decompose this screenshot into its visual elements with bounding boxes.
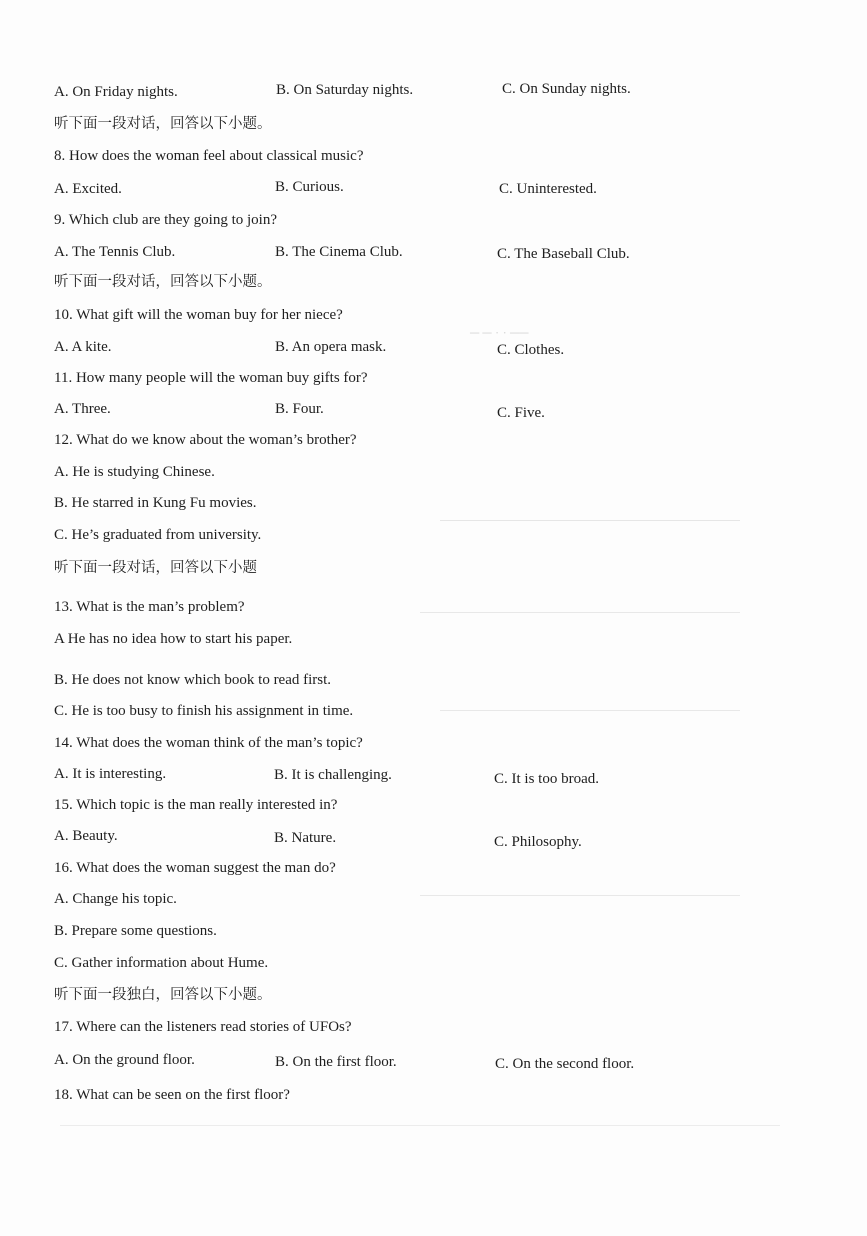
q18-question: 18. What can be seen on the first floor? xyxy=(54,1087,290,1103)
q8-option-a: A. Excited. xyxy=(54,181,122,197)
q16-option-c: C. Gather information about Hume. xyxy=(54,955,269,971)
q8-question: 8. How does the woman feel about classical music? xyxy=(54,148,364,164)
q13-option-a: A He has no idea how to start his paper. xyxy=(54,631,293,647)
q12-option-c: C. He’s graduated from university. xyxy=(54,527,262,543)
section-instruction: 听下面一段对话，回答以下小题。 xyxy=(54,116,272,132)
q10-option-b: B. An opera mask. xyxy=(275,339,387,355)
bleed-through-mark xyxy=(440,520,740,521)
bleed-through-mark xyxy=(420,895,740,896)
q13-option-c: C. He is too busy to finish his assignment in time. xyxy=(54,703,354,719)
q12-option-a: A. He is studying Chinese. xyxy=(54,464,215,480)
q9-question: 9. Which club are they going to join? xyxy=(54,212,278,228)
q15-option-b: B. Nature. xyxy=(274,830,337,846)
q9-option-c: C. The Baseball Club. xyxy=(497,246,630,262)
q7-option-c: C. On Sunday nights. xyxy=(502,81,631,97)
bleed-through-mark xyxy=(440,710,740,711)
section-instruction: 听下面一段独白，回答以下小题。 xyxy=(54,987,272,1003)
q14-question: 14. What does the woman think of the man’s topic? xyxy=(54,735,363,751)
q7-option-b: B. On Saturday nights. xyxy=(276,82,414,98)
q16-option-a: A. Change his topic. xyxy=(54,891,177,907)
bleed-through-mark xyxy=(60,1125,780,1126)
q9-option-b: B. The Cinema Club. xyxy=(275,244,403,260)
q17-option-c: C. On the second floor. xyxy=(495,1056,635,1072)
q12-option-b: B. He starred in Kung Fu movies. xyxy=(54,495,257,511)
q17-option-a: A. On the ground floor. xyxy=(54,1052,195,1068)
section-instruction: 听下面一段对话，回答以下小题 xyxy=(54,560,257,576)
bleed-through-mark: ── · · ─ ─ xyxy=(470,325,529,340)
q15-question: 15. Which topic is the man really interested in? xyxy=(54,797,338,813)
q16-option-b: B. Prepare some questions. xyxy=(54,923,217,939)
q17-option-b: B. On the first floor. xyxy=(275,1054,397,1070)
q11-option-c: C. Five. xyxy=(497,405,545,421)
q13-question: 13. What is the man’s problem? xyxy=(54,599,245,615)
q14-option-c: C. It is too broad. xyxy=(494,771,599,787)
q10-option-a: A. A kite. xyxy=(54,339,112,355)
q15-option-c: C. Philosophy. xyxy=(494,834,582,850)
q8-option-c: C. Uninterested. xyxy=(499,181,597,197)
q11-question: 11. How many people will the woman buy gifts for? xyxy=(54,370,368,386)
q11-option-a: A. Three. xyxy=(54,401,111,417)
q10-question: 10. What gift will the woman buy for her niece? xyxy=(54,307,343,323)
q8-option-b: B. Curious. xyxy=(275,179,344,195)
bleed-through-mark xyxy=(420,612,740,613)
q15-option-a: A. Beauty. xyxy=(54,828,118,844)
q14-option-b: B. It is challenging. xyxy=(274,767,392,783)
q14-option-a: A. It is interesting. xyxy=(54,766,167,782)
q16-question: 16. What does the woman suggest the man do? xyxy=(54,860,336,876)
q12-question: 12. What do we know about the woman’s brother? xyxy=(54,432,357,448)
q13-option-b: B. He does not know which book to read first. xyxy=(54,672,332,688)
q17-question: 17. Where can the listeners read stories of UFOs? xyxy=(54,1019,352,1035)
q7-option-a: A. On Friday nights. xyxy=(54,84,178,100)
q11-option-b: B. Four. xyxy=(275,401,324,417)
q10-option-c: C. Clothes. xyxy=(497,342,565,358)
section-instruction: 听下面一段对话，回答以下小题。 xyxy=(54,274,272,290)
q9-option-a: A. The Tennis Club. xyxy=(54,244,176,260)
